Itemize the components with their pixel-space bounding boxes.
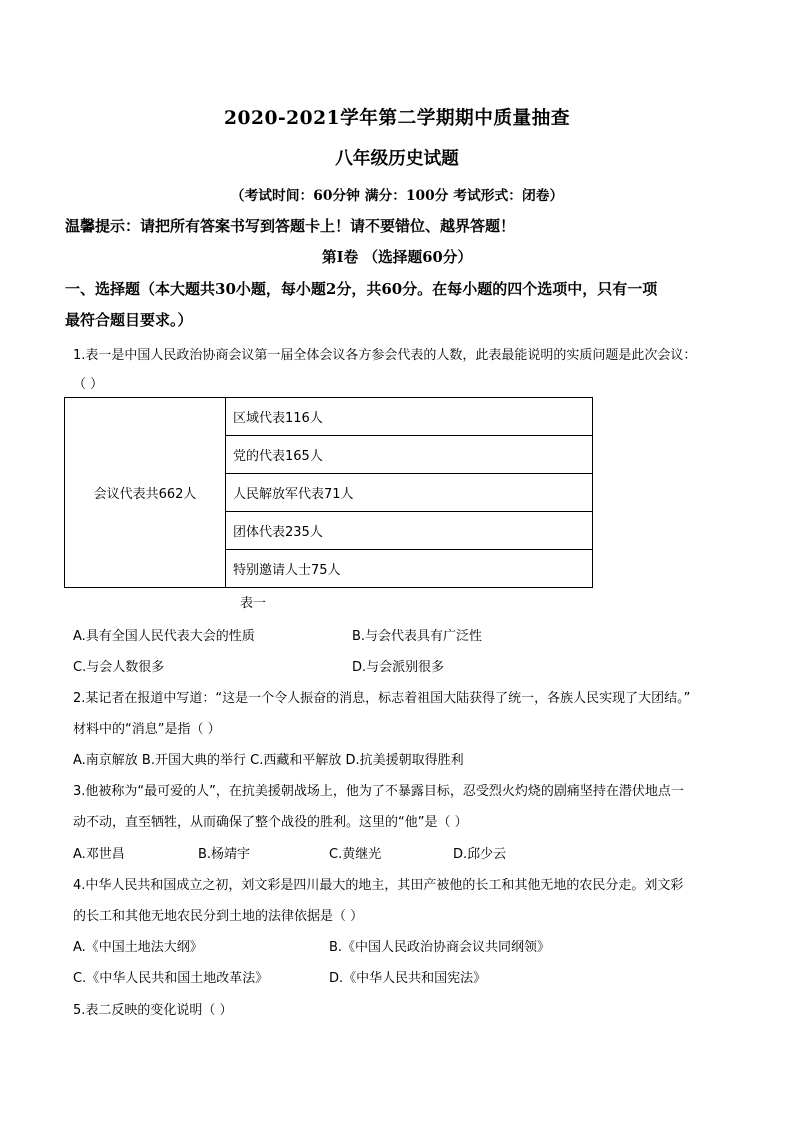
q4-option-c: C.《中华人民共和国土地改革法》 (73, 971, 269, 986)
warm-tip: 温馨提示：请把所有答案书写到答题卡上！请不要错位、越界答题！ (65, 217, 516, 235)
q4-option-d: D.《中华人民共和国宪法》 (329, 971, 487, 986)
q3-option-c: C.黄继光 (329, 847, 382, 862)
q3-stem-line2: 动不动，直至牺牲，从而确保了整个战役的胜利。这里的“他”是（ ） (73, 815, 468, 830)
q1-option-a: A.具有全国人民代表大会的性质 (73, 629, 255, 644)
table-row: 特别邀请人士75人 (226, 550, 593, 588)
q1-option-d: D.与会派别很多 (352, 660, 445, 675)
part1-instruction-line2: 最符合题目要求。） (65, 311, 193, 329)
q3-option-a: A.邓世昌 (73, 847, 125, 862)
q2-stem-line2: 材料中的“消息”是指（ ） (73, 722, 221, 737)
q2-options: A.南京解放 B.开国大典的举行 C.西藏和平解放 D.抗美援朝取得胜利 (73, 753, 464, 768)
q1-option-b: B.与会代表具有广泛性 (352, 629, 483, 644)
q3-option-b: B.杨靖宇 (198, 847, 251, 862)
table-total-cell: 会议代表共662人 (65, 398, 226, 588)
q3-option-d: D.邱少云 (453, 847, 507, 862)
q1-option-c: C.与会人数很多 (73, 660, 165, 675)
q2-stem-line1: 2.某记者在报道中写道：“这是一个令人振奋的消息，标志着祖国大陆获得了统一，各族人民实现了大团结。” (73, 691, 691, 706)
representatives-table (64, 397, 593, 588)
table-caption: 表一 (240, 596, 267, 611)
q3-stem-line1: 3.他被称为“最可爱的人”，在抗美援朝战场上，他为了不暴露目标，忍受烈火灼烧的剧痛坚持在潜伏地点一 (73, 784, 684, 799)
q4-option-a: A.《中国土地法大纲》 (73, 940, 203, 955)
q1-stem-line2: （ ） (73, 377, 104, 392)
exam-info: （考试时间：60分钟 满分：100分 考试形式：闭卷） (230, 188, 564, 204)
q1-stem-line1: 1.表一是中国人民政治协商会议第一届全体会议各方参会代表的人数，此表最能说明的实质问题是此次会议： (73, 348, 697, 363)
exam-title: 2020-2021学年第二学期期中质量抽查 (224, 107, 570, 129)
section-heading: 第Ⅰ卷 （选择题60分） (321, 249, 473, 266)
table-row: 党的代表165人 (226, 436, 593, 474)
table-row: 人民解放军代表71人 (226, 474, 593, 512)
table-row: 区域代表116人 (226, 398, 593, 436)
q4-option-b: B.《中国人民政治协商会议共同纲领》 (329, 940, 551, 955)
q5-stem-line1: 5.表二反映的变化说明（ ） (73, 1003, 233, 1018)
q4-stem-line2: 的长工和其他无地农民分到土地的法律依据是（ ） (73, 909, 364, 924)
part1-instruction-line1: 一、选择题（本大题共30小题，每小题2分，共60分。在每小题的四个选项中，只有一项 (65, 280, 658, 298)
q4-stem-line1: 4.中华人民共和国成立之初，刘文彩是四川最大的地主，其田产被他的长工和其他无地的农民分走。刘文彩 (73, 878, 684, 893)
table-row: 团体代表235人 (226, 512, 593, 550)
exam-subject-title: 八年级历史试题 (335, 148, 459, 169)
